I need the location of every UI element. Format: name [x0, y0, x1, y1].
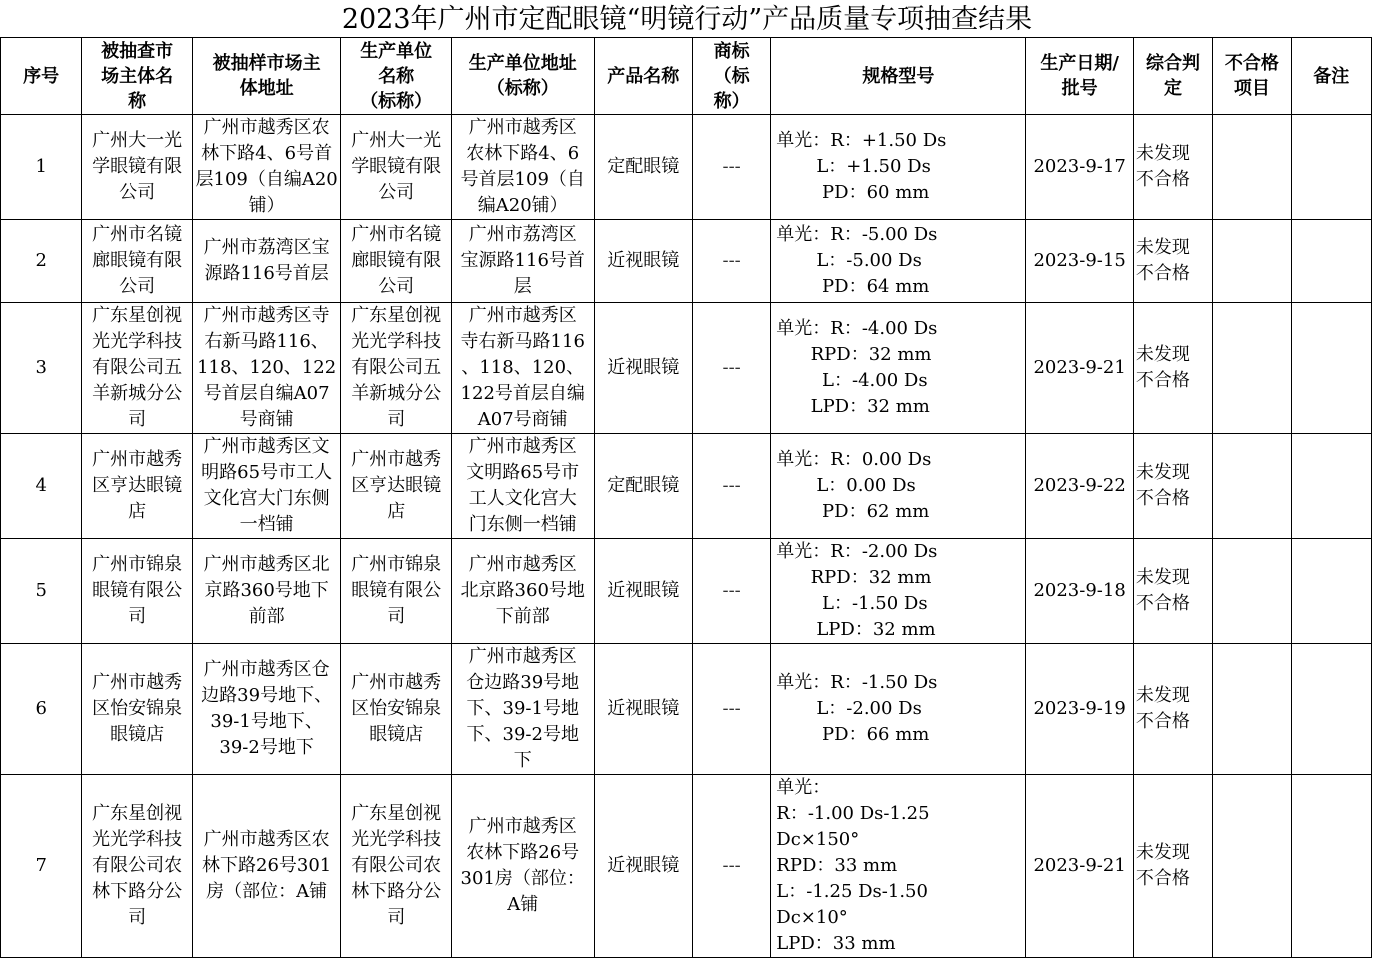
serial-cell: 4 — [1, 434, 82, 539]
producer-address-cell: 广州市荔湾区 宝源路116号首 层 — [451, 220, 594, 303]
remark-cell — [1291, 303, 1371, 434]
producer-cell: 广州市名镜 廊眼镜有限 公司 — [341, 220, 451, 303]
producer-cell: 广州市锦泉 眼镜有限公 司 — [341, 539, 451, 644]
producer-address-cell: 广州市越秀区 文明路65号市 工人文化宫大 门东侧一档铺 — [451, 434, 594, 539]
entity-cell: 广东星创视 光光学科技 有限公司五 羊新城分公 司 — [82, 303, 192, 434]
producer-cell: 广州大一光 学眼镜有限 公司 — [341, 115, 451, 220]
product-cell: 近视眼镜 — [594, 539, 692, 644]
spec-cell: 单光：R：-5.00 Ds L：-5.00 Ds PD：64 mm — [771, 220, 1026, 303]
page-title: 2023年广州市定配眼镜“明镜行动”产品质量专项抽查结果 — [341, 4, 1033, 35]
remark-cell — [1291, 775, 1371, 958]
date-cell: 2023-9-17 — [1026, 115, 1133, 220]
remark-cell — [1291, 115, 1371, 220]
date-cell: 2023-9-21 — [1026, 303, 1133, 434]
brand-cell: --- — [692, 434, 770, 539]
verdict-cell: 未发现 不合格 — [1133, 775, 1212, 958]
producer-address-cell: 广州市越秀区 仓边路39号地 下、39-1号地 下、39-2号地 下 — [451, 644, 594, 775]
entity-cell: 广州市锦泉 眼镜有限公 司 — [82, 539, 192, 644]
brand-cell: --- — [692, 775, 770, 958]
producer-address-cell: 广州市越秀区 农林下路4、6 号首层109（自 编A20铺） — [451, 115, 594, 220]
product-cell: 近视眼镜 — [594, 303, 692, 434]
header-inspected-entity: 被抽查市 场主体名 称 — [82, 38, 192, 115]
table-row — [1, 775, 1372, 958]
entity-cell: 广东星创视 光光学科技 有限公司农 林下路分公 司 — [82, 775, 192, 958]
remark-cell — [1291, 220, 1371, 303]
producer-cell: 广东星创视 光光学科技 有限公司五 羊新城分公 司 — [341, 303, 451, 434]
verdict-cell: 未发现 不合格 — [1133, 539, 1212, 644]
failed-items-cell — [1213, 644, 1291, 775]
verdict-cell: 未发现 不合格 — [1133, 644, 1212, 775]
serial-cell: 6 — [1, 644, 82, 775]
producer-cell: 广州市越秀 区亨达眼镜 店 — [341, 434, 451, 539]
spec-cell: 单光：R：-2.00 Ds RPD：32 mm L：-1.50 Ds LPD：32 mm — [771, 539, 1026, 644]
brand-cell: --- — [692, 115, 770, 220]
product-cell: 近视眼镜 — [594, 644, 692, 775]
product-cell: 近视眼镜 — [594, 220, 692, 303]
table-row — [1, 434, 1372, 539]
header-product-name: 产品名称 — [594, 38, 692, 115]
entity-cell: 广州市越秀 区亨达眼镜 店 — [82, 434, 192, 539]
table-row — [1, 303, 1372, 434]
verdict-cell: 未发现 不合格 — [1133, 220, 1212, 303]
entity-address-cell: 广州市越秀区北 京路360号地下 前部 — [192, 539, 341, 644]
spec-cell: 单光： R：-1.00 Ds-1.25 Dc×150° RPD：33 mm L：-1.25 Ds-1.50 Dc×10° LPD：33 mm — [771, 775, 1026, 958]
table-row — [1, 115, 1372, 220]
date-cell: 2023-9-19 — [1026, 644, 1133, 775]
verdict-cell: 未发现 不合格 — [1133, 434, 1212, 539]
failed-items-cell — [1213, 775, 1291, 958]
product-cell: 定配眼镜 — [594, 115, 692, 220]
header-brand: 商标 （标 称） — [692, 38, 770, 115]
serial-cell: 5 — [1, 539, 82, 644]
failed-items-cell — [1213, 303, 1291, 434]
failed-items-cell — [1213, 115, 1291, 220]
brand-cell: --- — [692, 220, 770, 303]
spec-cell: 单光：R：-1.50 Ds L：-2.00 Ds PD：66 mm — [771, 644, 1026, 775]
date-cell: 2023-9-21 — [1026, 775, 1133, 958]
producer-cell: 广东星创视 光光学科技 有限公司农 林下路分公 司 — [341, 775, 451, 958]
date-cell: 2023-9-22 — [1026, 434, 1133, 539]
entity-address-cell: 广州市荔湾区宝 源路116号首层 — [192, 220, 341, 303]
inspection-results-table — [0, 37, 1372, 958]
header-producer-name: 生产单位 名称 （标称） — [341, 38, 451, 115]
header-production-date: 生产日期/ 批号 — [1026, 38, 1133, 115]
serial-cell: 3 — [1, 303, 82, 434]
header-remark: 备注 — [1291, 38, 1371, 115]
entity-cell: 广州大一光 学眼镜有限 公司 — [82, 115, 192, 220]
product-cell: 定配眼镜 — [594, 434, 692, 539]
date-cell: 2023-9-15 — [1026, 220, 1133, 303]
failed-items-cell — [1213, 434, 1291, 539]
serial-cell: 7 — [1, 775, 82, 958]
table-row — [1, 220, 1372, 303]
serial-cell: 1 — [1, 115, 82, 220]
entity-cell: 广州市名镜 廊眼镜有限 公司 — [82, 220, 192, 303]
entity-address-cell: 广州市越秀区农 林下路4、6号首 层109（自编A20 铺） — [192, 115, 341, 220]
remark-cell — [1291, 434, 1371, 539]
header-row — [1, 38, 1372, 115]
serial-cell: 2 — [1, 220, 82, 303]
product-cell: 近视眼镜 — [594, 775, 692, 958]
producer-address-cell: 广州市越秀区 寺右新马路116 、118、120、 122号首层自编 A07号商铺 — [451, 303, 594, 434]
verdict-cell: 未发现 不合格 — [1133, 115, 1212, 220]
brand-cell: --- — [692, 539, 770, 644]
entity-address-cell: 广州市越秀区农 林下路26号301 房（部位：A铺 — [192, 775, 341, 958]
date-cell: 2023-9-18 — [1026, 539, 1133, 644]
header-producer-address: 生产单位地址 （标称） — [451, 38, 594, 115]
producer-address-cell: 广州市越秀区 农林下路26号 301房（部位： A铺 — [451, 775, 594, 958]
spec-cell: 单光：R：+1.50 Ds L：+1.50 Ds PD：60 mm — [771, 115, 1026, 220]
brand-cell: --- — [692, 644, 770, 775]
spec-cell: 单光：R：-4.00 Ds RPD：32 mm L：-4.00 Ds LPD：32 mm — [771, 303, 1026, 434]
failed-items-cell — [1213, 539, 1291, 644]
verdict-cell: 未发现 不合格 — [1133, 303, 1212, 434]
entity-address-cell: 广州市越秀区文 明路65号市工人 文化宫大门东侧 一档铺 — [192, 434, 341, 539]
header-entity-address: 被抽样市场主 体地址 — [192, 38, 341, 115]
spec-cell: 单光：R：0.00 Ds L：0.00 Ds PD：62 mm — [771, 434, 1026, 539]
table-row — [1, 539, 1372, 644]
remark-cell — [1291, 644, 1371, 775]
table-row — [1, 644, 1372, 775]
entity-address-cell: 广州市越秀区仓 边路39号地下、 39-1号地下、 39-2号地下 — [192, 644, 341, 775]
failed-items-cell — [1213, 220, 1291, 303]
brand-cell: --- — [692, 303, 770, 434]
header-spec: 规格型号 — [771, 38, 1026, 115]
producer-cell: 广州市越秀 区怡安锦泉 眼镜店 — [341, 644, 451, 775]
producer-address-cell: 广州市越秀区 北京路360号地 下前部 — [451, 539, 594, 644]
header-failed-items: 不合格 项目 — [1213, 38, 1291, 115]
header-serial: 序号 — [1, 38, 82, 115]
entity-cell: 广州市越秀 区怡安锦泉 眼镜店 — [82, 644, 192, 775]
remark-cell — [1291, 539, 1371, 644]
entity-address-cell: 广州市越秀区寺 右新马路116、 118、120、122 号首层自编A07 号商铺 — [192, 303, 341, 434]
header-verdict: 综合判 定 — [1133, 38, 1212, 115]
